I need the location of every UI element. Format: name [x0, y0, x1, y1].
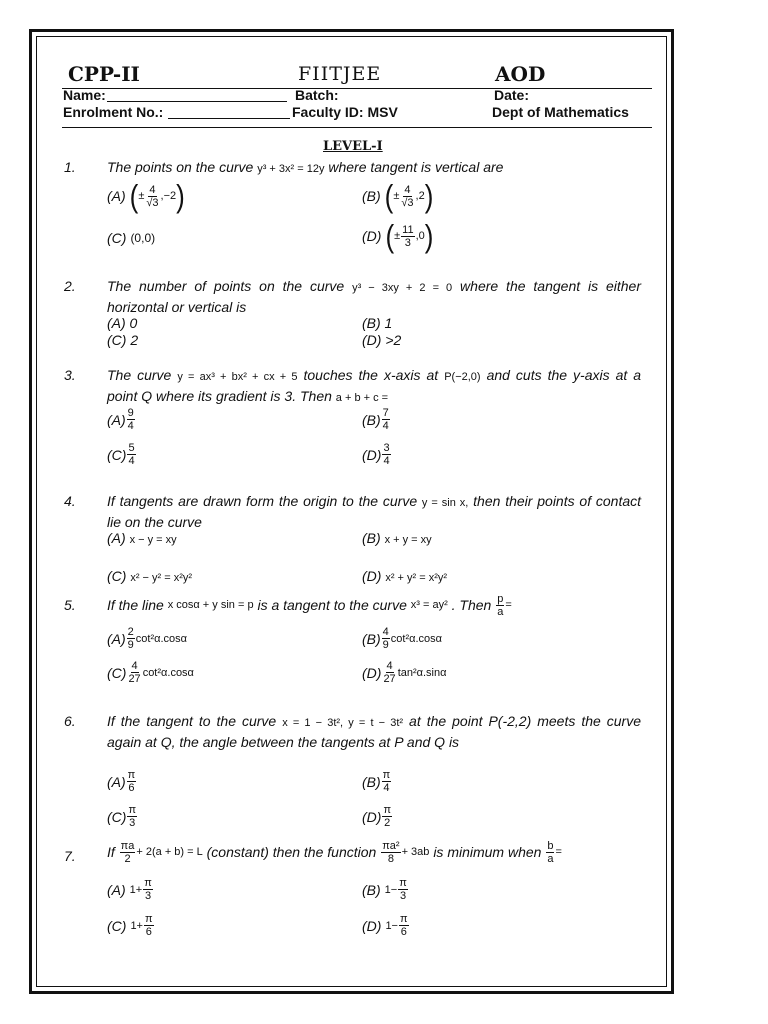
date-label: Date: — [494, 87, 530, 103]
q2-option-b[interactable]: (B) 1 — [362, 315, 393, 331]
batch-label: Batch: — [295, 87, 339, 103]
q3-option-c[interactable]: (C) $\frac{5}{4}$ — [107, 442, 135, 467]
q5-text: If the line x cosα + y sin = p is a tangent to the curve x³ = ay² . Then $\frac{p}{a}$ = — [107, 593, 512, 618]
q2-number: 2. — [64, 278, 76, 294]
q5-option-c[interactable]: (C) $\frac{4}{27}$ cot²α.cosα — [107, 660, 194, 685]
q3-option-b[interactable]: (B) $\frac{7}{4}$ — [362, 407, 389, 432]
q5-option-a[interactable]: (A) $\frac{2}{9}$ cot²α.cosα — [107, 626, 188, 651]
level-heading: LEVEL-I — [323, 139, 383, 154]
q7-option-b[interactable]: (B) 1− $\frac{\pi}{3}$ — [362, 877, 407, 902]
name-field-line — [107, 101, 287, 102]
q4-option-b[interactable]: (B) x + y = xy — [362, 530, 432, 546]
dept-label: Dept of Mathematics — [492, 104, 629, 120]
q4-number: 4. — [64, 493, 76, 509]
q1-option-a[interactable]: (A) ( ± $\frac{4}{√3}$ ,−2 ) — [107, 178, 185, 214]
q5-option-d[interactable]: (D) $\frac{4}{27}$ tan²α.sinα — [362, 660, 447, 685]
q1-option-d[interactable]: (D) ( ± $\frac{11}{3}$ ,0 ) — [362, 218, 434, 254]
q6-number: 6. — [64, 713, 76, 729]
q2-option-c[interactable]: (C) 2 — [107, 332, 139, 348]
q6-option-b[interactable]: (B) $\frac{\pi}{4}$ — [362, 769, 391, 794]
q1-option-c[interactable]: (C) (0,0) — [107, 230, 156, 246]
enrolment-label: Enrolment No.: — [63, 104, 164, 120]
q4-text: If tangents are drawn form the origin to the curve y = sin x, then their points of contact lie on the curve — [107, 493, 642, 530]
q7-option-c[interactable]: (C) 1+ $\frac{\pi}{6}$ — [107, 913, 153, 938]
q1-option-b[interactable]: (B) ( ± $\frac{4}{√3}$ ,2 ) — [362, 178, 434, 214]
name-label: Name: — [63, 87, 106, 103]
q6-option-a[interactable]: (A) $\frac{\pi}{6}$ — [107, 769, 136, 794]
enrolment-field-line — [168, 118, 290, 119]
cpp-title: CPP-II — [68, 62, 140, 86]
q5-option-b[interactable]: (B) $\frac{4}{9}$ cot²α.cosα — [362, 626, 443, 651]
q3-number: 3. — [64, 367, 76, 383]
brand-title: FIITJEE — [298, 63, 382, 85]
q4-option-c[interactable]: (C) x² − y² = x²y² — [107, 568, 193, 584]
q6-text: If the tangent to the curve x = 1 − 3t², y = t − 3t² at the point P(-2,2) meets the curve again at Q, the angle between the tangents at P and Q is — [107, 713, 641, 750]
q3-option-a[interactable]: (A) $\frac{9}{4}$ — [107, 407, 134, 432]
header-rule-bottom — [62, 127, 652, 128]
q7-text: If $\frac{\pi a}{2}$ + 2(a + b) = L (constant) then the function $\frac{\text{πa²}}{8}$ + 3ab is minimum when $\frac{b}{a}$ = — [107, 840, 562, 865]
q4-option-a[interactable]: (A) x − y = xy — [107, 530, 177, 546]
q6-option-c[interactable]: (C) $\frac{\pi}{3}$ — [107, 804, 137, 829]
q1-text: The points on the curve y³ + 3x² = 12y where tangent is vertical are — [107, 159, 504, 175]
q3-option-d[interactable]: (D) $\frac{3}{4}$ — [362, 442, 390, 467]
q2-text: The number of points on the curve y³ − 3xy + 2 = 0 where the tangent is either horizontal or vertical is — [107, 278, 642, 315]
q2-option-d[interactable]: (D) >2 — [362, 332, 402, 348]
q1-number: 1. — [64, 159, 76, 175]
q5-number: 5. — [64, 597, 76, 613]
q3-text: The curve y = ax³ + bx² + cx + 5 touches the x-axis at P(−2,0) and cuts the y-axis at a point Q where its gradient is 3. Then a + b + c = — [107, 367, 642, 404]
q4-option-d[interactable]: (D) x² + y² = x²y² — [362, 568, 448, 584]
faculty-label: Faculty ID: MSV — [292, 104, 398, 120]
q7-option-a[interactable]: (A) 1+ $\frac{\pi}{3}$ — [107, 877, 152, 902]
q7-option-d[interactable]: (D) 1− $\frac{\pi}{6}$ — [362, 913, 408, 938]
header-rule-top — [62, 88, 652, 89]
aod-title: AOD — [495, 62, 546, 86]
q7-number: 7. — [64, 848, 76, 864]
q6-option-d[interactable]: (D) $\frac{\pi}{2}$ — [362, 804, 392, 829]
q2-option-a[interactable]: (A) 0 — [107, 315, 138, 331]
